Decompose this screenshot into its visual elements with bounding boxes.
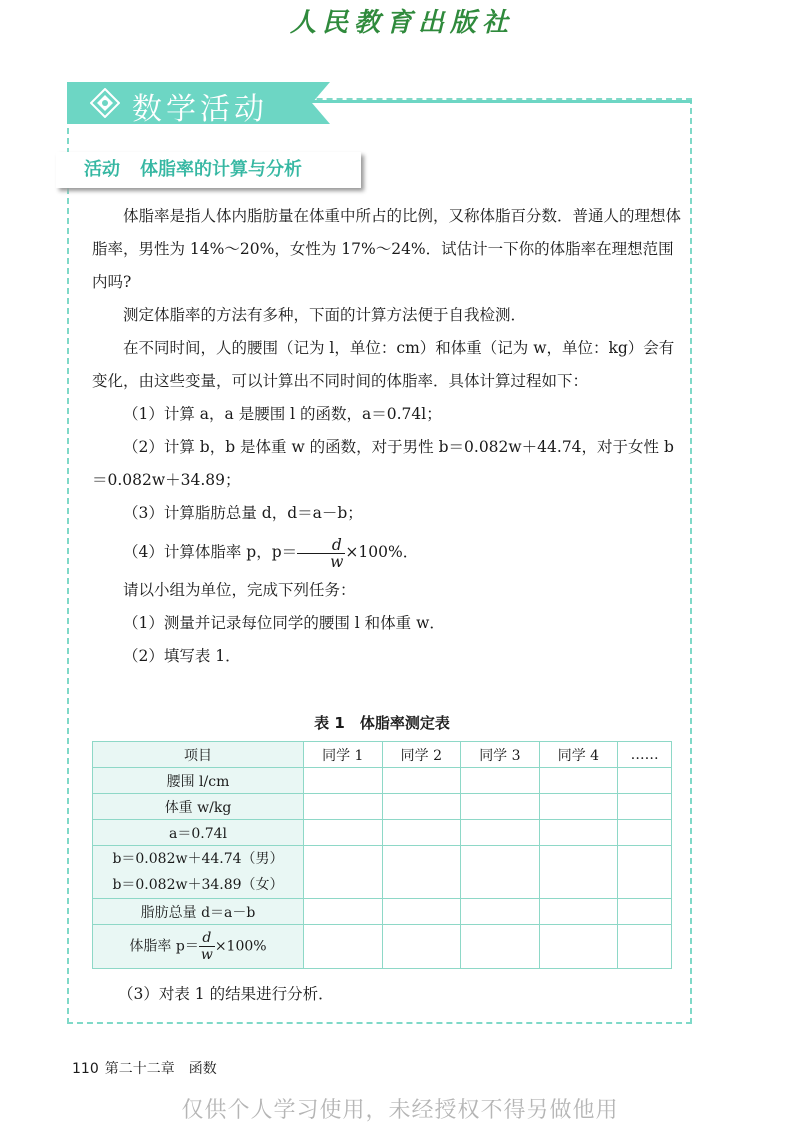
activity-tag: 活动 xyxy=(84,159,120,180)
step-1: （1）计算 a，a 是腰围 l 的函数，a＝0.74l； xyxy=(123,405,442,423)
table-cell[interactable] xyxy=(539,820,618,846)
step-2: （2）计算 b，b 是体重 w 的函数，对于男性 b＝0.082w＋44.74，对于女性 b＝0.082w＋34.89； xyxy=(92,438,674,489)
step-4-fraction xyxy=(297,537,345,570)
table-cell[interactable] xyxy=(304,846,383,899)
row-label: 脂肪总量 d＝a－b xyxy=(93,899,304,925)
table-header-cell: 项目 xyxy=(93,742,304,768)
table-row xyxy=(93,925,672,969)
paragraph-variables: 在不同时间，人的腰围（记为 l，单位：cm）和体重（记为 w，单位：kg）会有变化，由这些变量，可以计算出不同时间的体脂率．具体计算过程如下： xyxy=(92,339,675,390)
table-cell[interactable] xyxy=(618,794,672,820)
table-cell[interactable] xyxy=(618,820,672,846)
table-row xyxy=(93,899,672,925)
fraction-denominator: w xyxy=(330,552,344,571)
table-cell[interactable] xyxy=(461,925,540,969)
table-cell[interactable] xyxy=(539,768,618,794)
table-cell[interactable] xyxy=(539,925,618,969)
row-label-male: b＝0.082w＋44.74（男） xyxy=(112,851,284,867)
fraction-numerator: d xyxy=(199,930,215,947)
table-cell[interactable] xyxy=(461,899,540,925)
table-row xyxy=(93,820,672,846)
section-header-tail xyxy=(312,82,330,124)
table-row xyxy=(93,768,672,794)
table-header-cell: 同学 1 xyxy=(304,742,383,768)
row-label xyxy=(93,846,304,899)
table-cell[interactable] xyxy=(461,846,540,899)
table-cell[interactable] xyxy=(618,846,672,899)
task-2: （2）填写表 1． xyxy=(123,647,241,665)
table-cell[interactable] xyxy=(382,794,461,820)
table-cell[interactable] xyxy=(461,820,540,846)
table-cell[interactable] xyxy=(618,768,672,794)
row-label xyxy=(93,925,304,969)
row-label-suffix: ×100% xyxy=(214,938,267,955)
table-cell[interactable] xyxy=(382,899,461,925)
body-text xyxy=(92,200,682,673)
table-cell[interactable] xyxy=(618,899,672,925)
table-row xyxy=(93,794,672,820)
diamond-icon xyxy=(90,88,120,118)
table-header-cell: 同学 2 xyxy=(382,742,461,768)
step-4-prefix: （4）计算体脂率 p，p＝ xyxy=(123,543,298,561)
table-cell[interactable] xyxy=(461,768,540,794)
page-number: 110 xyxy=(72,1061,99,1077)
row-label: a＝0.74l xyxy=(93,820,304,846)
table-cell[interactable] xyxy=(382,925,461,969)
section-header-line xyxy=(312,100,692,103)
task-intro: 请以小组为单位，完成下列任务： xyxy=(123,581,356,599)
paragraph-method: 测定体脂率的方法有多种，下面的计算方法便于自我检测． xyxy=(123,306,527,324)
table-header-cell: …… xyxy=(618,742,672,768)
table-cell[interactable] xyxy=(382,820,461,846)
step-4 xyxy=(92,530,682,574)
table-header-row xyxy=(93,742,672,768)
page-footer xyxy=(72,1058,217,1078)
table-cell[interactable] xyxy=(539,794,618,820)
table-cell[interactable] xyxy=(539,899,618,925)
fraction-denominator: w xyxy=(200,947,213,963)
body-fat-table xyxy=(92,741,672,969)
activity-title: 体脂率的计算与分析 xyxy=(140,159,302,180)
table-header-cell: 同学 3 xyxy=(461,742,540,768)
chapter-title: 第二十二章 函数 xyxy=(104,1061,217,1077)
row-label-prefix: 体脂率 p＝ xyxy=(129,938,199,955)
table-cell[interactable] xyxy=(304,794,383,820)
table-cell[interactable] xyxy=(304,899,383,925)
table-cell[interactable] xyxy=(304,820,383,846)
table-cell[interactable] xyxy=(382,846,461,899)
fraction-numerator: d xyxy=(297,537,345,554)
row-label-female: b＝0.082w＋34.89（女） xyxy=(112,877,284,893)
paragraph-intro: 体脂率是指人体内脂肪量在体重中所占的比例，又称体脂百分数．普通人的理想体脂率，男性为 14%～20%，女性为 17%～24%．试估计一下你的体脂率在理想范围内吗? xyxy=(92,207,682,291)
table-cell[interactable] xyxy=(461,794,540,820)
row-label-fraction xyxy=(199,930,215,963)
watermark: 仅供个人学习使用，未经授权不得另做他用 xyxy=(181,1098,619,1123)
task-1: （1）测量并记录每位同学的腰围 l 和体重 w． xyxy=(123,614,445,632)
section-title: 数学活动 xyxy=(132,92,268,127)
table-cell[interactable] xyxy=(539,846,618,899)
table-title: 表 1 体脂率测定表 xyxy=(314,714,450,732)
task-3: （3）对表 1 的结果进行分析． xyxy=(118,985,334,1003)
row-label: 体重 w/kg xyxy=(93,794,304,820)
table-cell[interactable] xyxy=(304,768,383,794)
table-cell[interactable] xyxy=(304,925,383,969)
table-header-cell: 同学 4 xyxy=(539,742,618,768)
table-cell[interactable] xyxy=(382,768,461,794)
table-row xyxy=(93,846,672,899)
activity-label xyxy=(56,152,361,188)
row-label: 腰围 l/cm xyxy=(93,768,304,794)
publisher-logo: 人民教育出版社 xyxy=(290,8,515,38)
table-cell[interactable] xyxy=(618,925,672,969)
step-4-suffix: ×100%． xyxy=(345,543,419,561)
step-3: （3）计算脂肪总量 d，d＝a－b； xyxy=(123,504,363,522)
